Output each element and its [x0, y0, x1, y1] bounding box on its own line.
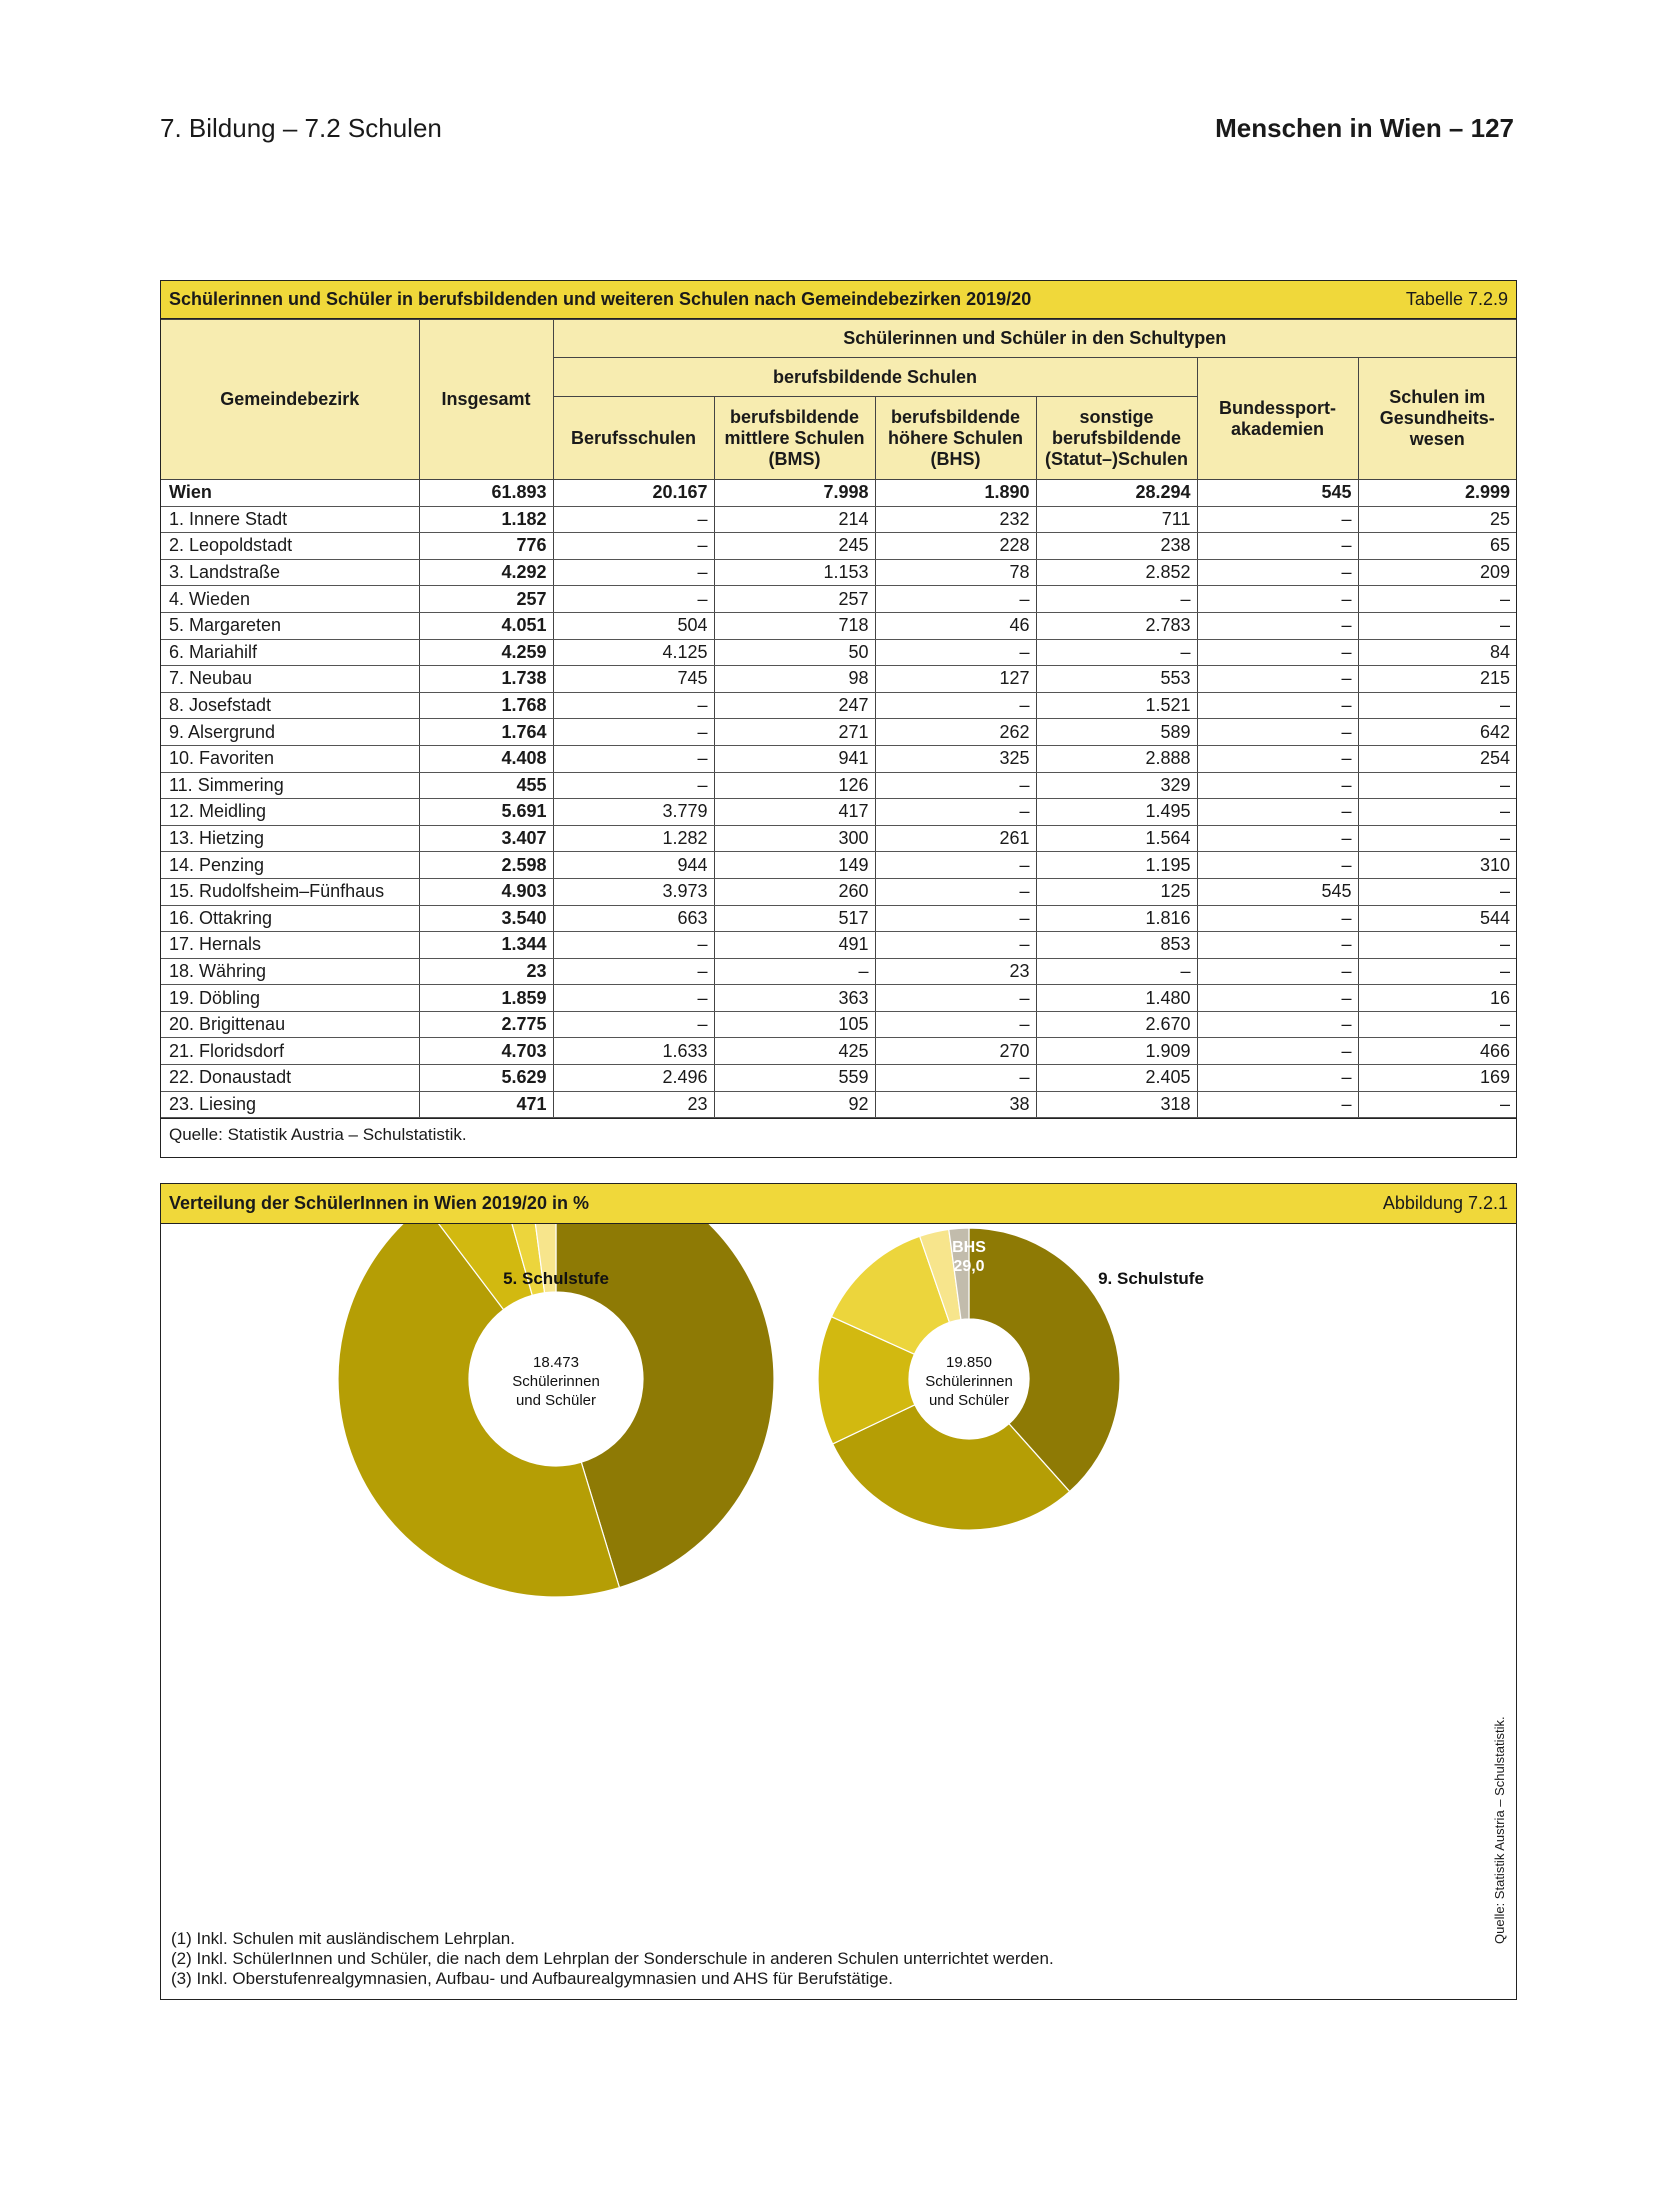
cell-value: 38 — [875, 1091, 1036, 1118]
cell-district: 8. Josefstadt — [161, 692, 419, 719]
cell-value: 2.775 — [419, 1011, 553, 1038]
cell-value: – — [875, 639, 1036, 666]
footnotes — [171, 1929, 1054, 1989]
header-section: 7. Bildung – 7.2 Schulen — [160, 113, 442, 143]
cell-value: – — [1358, 958, 1516, 985]
cell-value: 853 — [1036, 932, 1197, 959]
footnote-2: (2) Inkl. SchülerInnen und Schüler, die nach dem Lehrplan der Sonderschule in anderen Schulen unterrichtet werden. — [171, 1949, 1054, 1968]
table-row — [161, 1011, 1516, 1038]
cell-value: – — [553, 932, 714, 959]
cell-value: 214 — [714, 506, 875, 533]
cell-value: 257 — [419, 586, 553, 613]
cell-value: – — [1197, 1065, 1358, 1092]
cell-district: 21. Floridsdorf — [161, 1038, 419, 1065]
cell-value: – — [553, 692, 714, 719]
cell-value: – — [1358, 1011, 1516, 1038]
cell-value: – — [1036, 639, 1197, 666]
table-body — [161, 480, 1516, 1118]
cell-value: 126 — [714, 772, 875, 799]
cell-value: – — [553, 506, 714, 533]
cell-value: 504 — [553, 612, 714, 639]
cell-district: 5. Margareten — [161, 612, 419, 639]
cell-district: Wien — [161, 480, 419, 507]
cell-value: 1.282 — [553, 825, 714, 852]
chart-title: 9. Schulstufe — [1098, 1269, 1204, 1288]
cell-value: 1.195 — [1036, 852, 1197, 879]
cell-value: 1.909 — [1036, 1038, 1197, 1065]
cell-value: 2.852 — [1036, 559, 1197, 586]
cell-value: – — [875, 692, 1036, 719]
cell-value: – — [1197, 639, 1358, 666]
cell-value: 1.182 — [419, 506, 553, 533]
cell-value: 232 — [875, 506, 1036, 533]
cell-value: 941 — [714, 745, 875, 772]
cell-value: 2.598 — [419, 852, 553, 879]
table-row — [161, 559, 1516, 586]
cell-value: 257 — [714, 586, 875, 613]
table-row — [161, 1038, 1516, 1065]
cell-value: 559 — [714, 1065, 875, 1092]
cell-value: – — [1358, 825, 1516, 852]
cell-value: 310 — [1358, 852, 1516, 879]
cell-value: – — [1197, 666, 1358, 693]
table-row — [161, 932, 1516, 959]
th-vocational: berufsbildende Schulen — [553, 358, 1197, 397]
cell-value: 1.564 — [1036, 825, 1197, 852]
cell-value: 78 — [875, 559, 1036, 586]
cell-district: 15. Rudolfsheim–Fünfhaus — [161, 878, 419, 905]
table-title-bar — [161, 281, 1516, 319]
cell-value: 1.495 — [1036, 799, 1197, 826]
cell-value: – — [1197, 612, 1358, 639]
cell-value: 92 — [714, 1091, 875, 1118]
cell-value: 4.703 — [419, 1038, 553, 1065]
slice-label: BHS 29,0 — [952, 1239, 986, 1275]
table-row — [161, 719, 1516, 746]
cell-value: 1.344 — [419, 932, 553, 959]
figure-title-bar — [161, 1184, 1516, 1224]
cell-value: – — [875, 878, 1036, 905]
cell-district: 18. Währing — [161, 958, 419, 985]
table-row — [161, 825, 1516, 852]
cell-value: 3.779 — [553, 799, 714, 826]
cell-value: 238 — [1036, 533, 1197, 560]
cell-value: – — [1358, 878, 1516, 905]
cell-value: 663 — [553, 905, 714, 932]
cell-value: 1.764 — [419, 719, 553, 746]
cell-value: 169 — [1358, 1065, 1516, 1092]
cell-value: – — [875, 852, 1036, 879]
cell-value: – — [1358, 612, 1516, 639]
cell-value: – — [1197, 985, 1358, 1012]
th-group: Schülerinnen und Schüler in den Schultypen — [553, 320, 1516, 358]
cell-value: 28.294 — [1036, 480, 1197, 507]
table-row — [161, 506, 1516, 533]
cell-value: – — [553, 586, 714, 613]
table-row-total — [161, 480, 1516, 507]
th-health: Schulen im Gesundheits-wesen — [1358, 358, 1516, 480]
cell-value: – — [714, 958, 875, 985]
cell-value: 3.973 — [553, 878, 714, 905]
cell-district: 2. Leopoldstadt — [161, 533, 419, 560]
figure-title: Verteilung der SchülerInnen in Wien 2019/20 in % — [169, 1193, 589, 1213]
cell-value: – — [875, 772, 1036, 799]
cell-value: 149 — [714, 852, 875, 879]
donut-center-label: 19.850 Schülerinnen und Schüler — [925, 1354, 1013, 1409]
cell-value: – — [553, 559, 714, 586]
cell-value: 7.998 — [714, 480, 875, 507]
cell-value: – — [1358, 586, 1516, 613]
cell-value: 545 — [1197, 480, 1358, 507]
cell-value: 127 — [875, 666, 1036, 693]
cell-value: – — [1197, 958, 1358, 985]
cell-value: 1.480 — [1036, 985, 1197, 1012]
cell-district: 22. Donaustadt — [161, 1065, 419, 1092]
cell-value: – — [553, 985, 714, 1012]
cell-value: 271 — [714, 719, 875, 746]
cell-value: 318 — [1036, 1091, 1197, 1118]
table-row — [161, 799, 1516, 826]
cell-value: 5.629 — [419, 1065, 553, 1092]
cell-value: 1.816 — [1036, 905, 1197, 932]
cell-value: – — [1036, 586, 1197, 613]
footnote-1: (1) Inkl. Schulen mit ausländischem Lehrplan. — [171, 1929, 515, 1948]
cell-value: 4.408 — [419, 745, 553, 772]
cell-value: 270 — [875, 1038, 1036, 1065]
cell-district: 4. Wieden — [161, 586, 419, 613]
th-bhs: berufsbildende höhere Schulen (BHS) — [875, 397, 1036, 480]
cell-value: 98 — [714, 666, 875, 693]
data-table — [161, 319, 1516, 1118]
table-row — [161, 905, 1516, 932]
cell-value: 125 — [1036, 878, 1197, 905]
donut-charts — [161, 1224, 1516, 1924]
cell-value: 363 — [714, 985, 875, 1012]
cell-value: 4.903 — [419, 878, 553, 905]
donut-center-label: 18.473 Schülerinnen und Schüler — [512, 1354, 600, 1409]
cell-value: 247 — [714, 692, 875, 719]
cell-value: 2.888 — [1036, 745, 1197, 772]
table-row — [161, 985, 1516, 1012]
cell-value: 642 — [1358, 719, 1516, 746]
th-bms: berufsbildende mittlere Schulen (BMS) — [714, 397, 875, 480]
cell-value: – — [1197, 1091, 1358, 1118]
cell-value: 5.691 — [419, 799, 553, 826]
cell-value: 1.153 — [714, 559, 875, 586]
cell-value: 2.783 — [1036, 612, 1197, 639]
cell-value: – — [1036, 958, 1197, 985]
cell-value: 65 — [1358, 533, 1516, 560]
cell-value: 1.890 — [875, 480, 1036, 507]
cell-value: 2.405 — [1036, 1065, 1197, 1092]
cell-value: 4.292 — [419, 559, 553, 586]
cell-value: 209 — [1358, 559, 1516, 586]
cell-value: 776 — [419, 533, 553, 560]
cell-value: – — [1197, 506, 1358, 533]
cell-value: 1.633 — [553, 1038, 714, 1065]
cell-value: – — [875, 1065, 1036, 1092]
cell-value: 1.521 — [1036, 692, 1197, 719]
cell-value: – — [1197, 905, 1358, 932]
cell-district: 10. Favoriten — [161, 745, 419, 772]
cell-value: 61.893 — [419, 480, 553, 507]
cell-value: 325 — [875, 745, 1036, 772]
th-sonstige: sonstige berufsbildende (Statut–)Schulen — [1036, 397, 1197, 480]
th-berufsschulen: Berufsschulen — [553, 397, 714, 480]
cell-value: – — [1197, 1038, 1358, 1065]
cell-value: – — [553, 1011, 714, 1038]
cell-value: – — [1358, 799, 1516, 826]
cell-value: – — [1358, 1091, 1516, 1118]
th-sport: Bundessport-akademien — [1197, 358, 1358, 480]
cell-value: 517 — [714, 905, 875, 932]
cell-district: 6. Mariahilf — [161, 639, 419, 666]
cell-district: 13. Hietzing — [161, 825, 419, 852]
cell-value: 545 — [1197, 878, 1358, 905]
chart-title: 5. Schulstufe — [503, 1269, 609, 1288]
cell-value: 425 — [714, 1038, 875, 1065]
cell-value: – — [1197, 745, 1358, 772]
cell-value: 23 — [875, 958, 1036, 985]
table-row — [161, 692, 1516, 719]
table-row — [161, 666, 1516, 693]
cell-value: – — [553, 958, 714, 985]
cell-value: 745 — [553, 666, 714, 693]
cell-value: 245 — [714, 533, 875, 560]
cell-district: 19. Döbling — [161, 985, 419, 1012]
figure-number: Abbildung 7.2.1 — [1382, 1193, 1508, 1213]
cell-value: – — [875, 932, 1036, 959]
cell-value: – — [875, 985, 1036, 1012]
cell-value: 3.407 — [419, 825, 553, 852]
figure-container — [160, 1183, 1517, 2000]
cell-value: – — [875, 799, 1036, 826]
cell-value: – — [1358, 772, 1516, 799]
cell-value: 16 — [1358, 985, 1516, 1012]
th-total: Insgesamt — [419, 320, 553, 480]
cell-value: 944 — [553, 852, 714, 879]
cell-value: – — [553, 772, 714, 799]
table-row — [161, 533, 1516, 560]
cell-value: – — [553, 719, 714, 746]
table-row — [161, 878, 1516, 905]
cell-value: 254 — [1358, 745, 1516, 772]
table-title: Schülerinnen und Schüler in berufsbildenden und weiteren Schulen nach Gemeindebezirken 2019/20 — [169, 289, 1032, 309]
cell-district: 9. Alsergrund — [161, 719, 419, 746]
cell-value: – — [875, 905, 1036, 932]
cell-district: 3. Landstraße — [161, 559, 419, 586]
table-row — [161, 958, 1516, 985]
cell-value: – — [1197, 932, 1358, 959]
cell-district: 20. Brigittenau — [161, 1011, 419, 1038]
cell-district: 16. Ottakring — [161, 905, 419, 932]
cell-value: 25 — [1358, 506, 1516, 533]
cell-value: 23 — [419, 958, 553, 985]
cell-value: 417 — [714, 799, 875, 826]
cell-value: 455 — [419, 772, 553, 799]
cell-value: – — [1197, 1011, 1358, 1038]
table-row — [161, 1091, 1516, 1118]
cell-value: – — [1197, 692, 1358, 719]
cell-value: – — [875, 586, 1036, 613]
cell-district: 23. Liesing — [161, 1091, 419, 1118]
cell-value: 46 — [875, 612, 1036, 639]
cell-value: 260 — [714, 878, 875, 905]
cell-value: 553 — [1036, 666, 1197, 693]
cell-value: – — [1197, 825, 1358, 852]
cell-value: 718 — [714, 612, 875, 639]
cell-district: 12. Meidling — [161, 799, 419, 826]
cell-value: 2.670 — [1036, 1011, 1197, 1038]
cell-value: 300 — [714, 825, 875, 852]
cell-value: – — [1197, 772, 1358, 799]
table-row — [161, 612, 1516, 639]
cell-value: 4.259 — [419, 639, 553, 666]
cell-value: 466 — [1358, 1038, 1516, 1065]
table-container — [160, 280, 1517, 1158]
cell-value: 1.738 — [419, 666, 553, 693]
cell-value: 20.167 — [553, 480, 714, 507]
cell-value: 215 — [1358, 666, 1516, 693]
cell-value: 491 — [714, 932, 875, 959]
cell-value: – — [1197, 852, 1358, 879]
cell-value: 3.540 — [419, 905, 553, 932]
cell-value: 262 — [875, 719, 1036, 746]
cell-value: 23 — [553, 1091, 714, 1118]
th-district: Gemeindebezirk — [161, 320, 419, 480]
cell-value: – — [875, 1011, 1036, 1038]
table-row — [161, 1065, 1516, 1092]
cell-value: – — [553, 745, 714, 772]
cell-value: – — [553, 533, 714, 560]
cell-value: 471 — [419, 1091, 553, 1118]
table-row — [161, 852, 1516, 879]
header-page: Menschen in Wien – 127 — [1215, 113, 1514, 143]
table-row — [161, 772, 1516, 799]
cell-value: 589 — [1036, 719, 1197, 746]
cell-district: 1. Innere Stadt — [161, 506, 419, 533]
cell-district: 11. Simmering — [161, 772, 419, 799]
cell-value: 329 — [1036, 772, 1197, 799]
table-row — [161, 586, 1516, 613]
table-row — [161, 639, 1516, 666]
cell-value: 1.768 — [419, 692, 553, 719]
cell-district: 14. Penzing — [161, 852, 419, 879]
cell-value: 2.999 — [1358, 480, 1516, 507]
table-number: Tabelle 7.2.9 — [1405, 289, 1508, 309]
cell-value: 1.859 — [419, 985, 553, 1012]
cell-value: 4.051 — [419, 612, 553, 639]
cell-value: – — [1197, 533, 1358, 560]
cell-value: – — [1358, 932, 1516, 959]
cell-value: – — [1197, 559, 1358, 586]
cell-value: 261 — [875, 825, 1036, 852]
cell-value: 544 — [1358, 905, 1516, 932]
cell-district: 7. Neubau — [161, 666, 419, 693]
table-source: Quelle: Statistik Austria – Schulstatistik. — [161, 1118, 1516, 1157]
footnote-3: (3) Inkl. Oberstufenrealgymnasien, Aufbau- und Aufbaurealgymnasien und AHS für Berufstätige. — [171, 1969, 893, 1988]
cell-value: 50 — [714, 639, 875, 666]
table-row — [161, 745, 1516, 772]
cell-value: 711 — [1036, 506, 1197, 533]
cell-value: – — [1197, 799, 1358, 826]
cell-value: – — [1358, 692, 1516, 719]
cell-value: – — [1197, 719, 1358, 746]
cell-value: 84 — [1358, 639, 1516, 666]
cell-district: 17. Hernals — [161, 932, 419, 959]
cell-value: – — [1197, 586, 1358, 613]
cell-value: 4.125 — [553, 639, 714, 666]
figure-source-rotated: Quelle: Statistik Austria – Schulstatistik. — [1492, 1716, 1507, 1944]
cell-value: 105 — [714, 1011, 875, 1038]
cell-value: 2.496 — [553, 1065, 714, 1092]
cell-value: 228 — [875, 533, 1036, 560]
